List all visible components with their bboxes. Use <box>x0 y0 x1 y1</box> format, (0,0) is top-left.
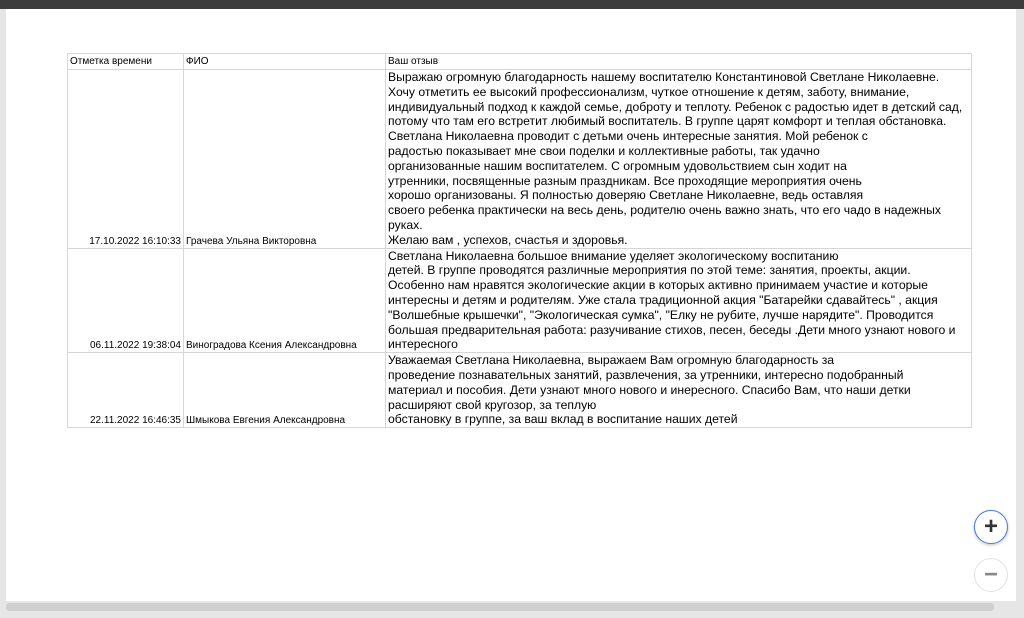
header-review: Ваш отзыв <box>386 54 972 70</box>
minus-icon: − <box>983 561 998 588</box>
document-page <box>6 9 1016 601</box>
table-row <box>68 353 972 428</box>
plus-icon: + <box>983 513 998 540</box>
horizontal-scrollbar[interactable] <box>6 603 994 611</box>
cell-timestamp: 22.11.2022 16:46:35 <box>68 353 184 428</box>
viewer-top-bar <box>0 0 1024 9</box>
header-name: ФИО <box>184 54 386 70</box>
zoom-out-button[interactable] <box>974 558 1008 592</box>
cell-review: Светлана Николаевна большое внимание уделяет экологическому воспитанию детей. В группе проводятся различные мероприятия по этой теме: занятия, проекты, акции. Особенно нам нравятся экологические акции в которых активно принимаем участие и которые интересны и детям и родителям. Уже стала традиционной акция "Батарейки сдавайтесь" , акция "Волшебные крышечки", "Экологическая сумка", "Елку не рубите, лучше нарядите". Проводится большая предварительная работа: разучивание стихов, песен, беседы .Дети много узнают нового и интересного <box>386 248 972 353</box>
cell-timestamp: 06.11.2022 19:38:04 <box>68 248 184 353</box>
cell-review: Выражаю огромную благодарность нашему воспитателю Константиновой Светлане Николаевне. Хочу отметить ее высокий профессионализм, чуткое отношение к детям, заботу, внимание, индивидуальный подход к каждой семье, доброту и теплоту. Ребенок с радостью идет в детский сад, потому что там его встретит любимый воспитатель. В группе царят комфорт и теплая обстановка. Светлана Николаевна проводит с детьми очень интересные занятия. Мой ребенок с радостью показывает мне свои поделки и коллективные работы, так удачно организованные нашим воспитателем. С огромным удовольствием сын ходит на утренники, посвященные разным праздникам. Все проходящие мероприятия очень хорошо организованы. Я полностью доверяю Светлане Николаевне, ведь оставляя своего ребенка практически на весь день, родителю очень важно знать, что его чадо в надежных руках. Желаю вам , успехов, счастья и здоровья. <box>386 70 972 249</box>
cell-name: Грачева Ульяна Викторовна <box>184 70 386 249</box>
feedback-table <box>67 53 972 428</box>
cell-timestamp: 17.10.2022 16:10:33 <box>68 70 184 249</box>
table-header-row <box>68 54 972 70</box>
cell-name: Виноградова Ксения Александровна <box>184 248 386 353</box>
cell-name: Шмыкова Евгения Александровна <box>184 353 386 428</box>
cell-review: Уважаемая Светлана Николаевна, выражаем Вам огромную благодарность за проведение познавательных занятий, развлечения, за утренники, интересно подобранный материал и пособия. Дети узнают много нового и инересного. Спасибо Вам, что наши детки расширяют свой кругозор, за теплую обстановку в группе, за ваш вклад в воспитание наших детей <box>386 353 972 428</box>
table-row <box>68 248 972 353</box>
header-timestamp: Отметка времени <box>68 54 184 70</box>
table-row <box>68 70 972 249</box>
zoom-in-button[interactable] <box>974 510 1008 544</box>
